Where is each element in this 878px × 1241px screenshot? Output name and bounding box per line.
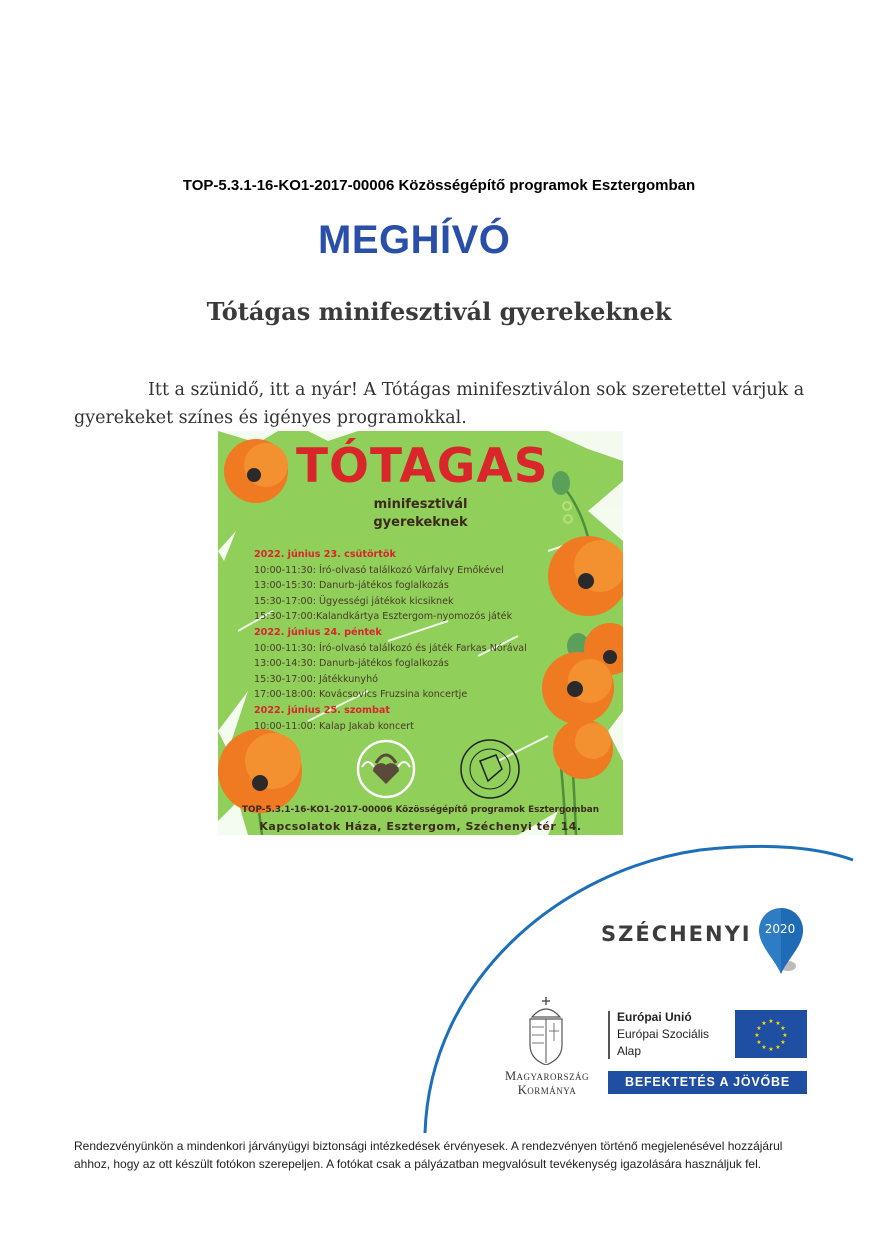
- szechenyi-logo-text: SZÉCHENYI: [601, 922, 752, 946]
- eu-line-1: Európai Unió: [617, 1010, 692, 1024]
- svg-text:★: ★: [761, 1044, 767, 1051]
- coat-of-arms-icon: [524, 997, 568, 1065]
- svg-text:★: ★: [775, 1020, 781, 1027]
- divider: [608, 1011, 610, 1059]
- government-name-line-2: Kormánya: [517, 1083, 577, 1097]
- svg-text:★: ★: [768, 1018, 774, 1025]
- svg-text:★: ★: [754, 1032, 760, 1039]
- schedule-day: 2022. június 23. csütörtök: [254, 549, 396, 560]
- schedule-item: 13:00-14:30: Danurb-játékos foglalkozás: [254, 658, 449, 670]
- map-pin-icon: [758, 908, 804, 978]
- schedule-item: 15:30-17:00: Játékkunyhó: [254, 673, 379, 685]
- event-title: Tótágas minifesztivál gyerekeknek: [206, 297, 672, 326]
- eu-stars: [735, 1010, 807, 1058]
- svg-text:★: ★: [780, 1025, 786, 1032]
- svg-text:★: ★: [761, 1020, 767, 1027]
- footer-notice: Rendezvényünkön a mindenkori járványügyi biztonsági intézkedések érvényesek. A rendezvényen történő megjelenésével hozzájárul ahhoz, hogy az ott készült fotókon szerepeljen. A fotókat csak a pályázatban megvalósult tevékenység igazolására használjuk fel.: [74, 1139, 783, 1171]
- schedule-item: 17:00-18:00: Kovácsovics Fruzsina koncertje: [254, 689, 468, 701]
- invest-banner: BEFEKTETÉS A JÖVŐBE: [608, 1071, 807, 1094]
- poster-address: Kapcsolatok Háza, Esztergom, Széchenyi tér 14.: [259, 820, 582, 833]
- eu-flag-icon: [735, 1010, 807, 1058]
- szechenyi-year: 2020: [764, 922, 796, 936]
- schedule-item: 10:00-11:30: Író-olvasó találkozó Várfalvy Emőkével: [254, 564, 504, 576]
- svg-text:★: ★: [756, 1025, 762, 1032]
- svg-text:★: ★: [756, 1039, 762, 1046]
- schedule-day: 2022. június 25. szombat: [254, 704, 390, 716]
- svg-text:★: ★: [775, 1044, 781, 1051]
- schedule-item: 10:00-11:30: Író-olvasó találkozó és játék Farkas Nórával: [254, 642, 527, 654]
- poster-subtitle-1: minifesztivál: [373, 497, 468, 512]
- schedule-item: 10:00-11:00: Kalap Jakab koncert: [254, 720, 414, 732]
- project-line: TOP-5.3.1-16-KO1-2017-00006 Közösségépítő programok Esztergomban: [182, 177, 696, 194]
- schedule-item: 15:30-17:00: Ügyességi játékok kicsiknek: [254, 595, 454, 607]
- svg-text:★: ★: [768, 1046, 774, 1053]
- eu-line-2: Európai Szociális: [617, 1027, 710, 1041]
- poster-title: TÓTAGAS: [296, 439, 549, 494]
- svg-text:★: ★: [780, 1039, 786, 1046]
- government-name-line-1: Magyarország: [504, 1069, 590, 1083]
- svg-text:★: ★: [782, 1032, 788, 1039]
- eu-line-3: Alap: [617, 1044, 642, 1058]
- poster-project-line: TOP-5.3.1-16-KO1-2017-00006 Közösségépítő programok Esztergomban: [242, 805, 599, 815]
- poster-subtitle-2: gyerekeknek: [373, 515, 468, 530]
- schedule-item: 13:00-15:30: Danurb-játékos foglalkozás: [254, 580, 449, 592]
- schedule-day: 2022. június 24. péntek: [254, 626, 382, 638]
- intro-text: Itt a szünidő, itt a nyár! A Tótágas minifesztiválon sok szeretettel várjuk a gyerekeket színes és igényes programokkal.: [74, 380, 805, 428]
- schedule-item: 15:30-17:00:Kalandkártya Esztergom-nyomozós játék: [254, 611, 513, 623]
- invitation-heading: MEGHÍVÓ: [318, 218, 511, 262]
